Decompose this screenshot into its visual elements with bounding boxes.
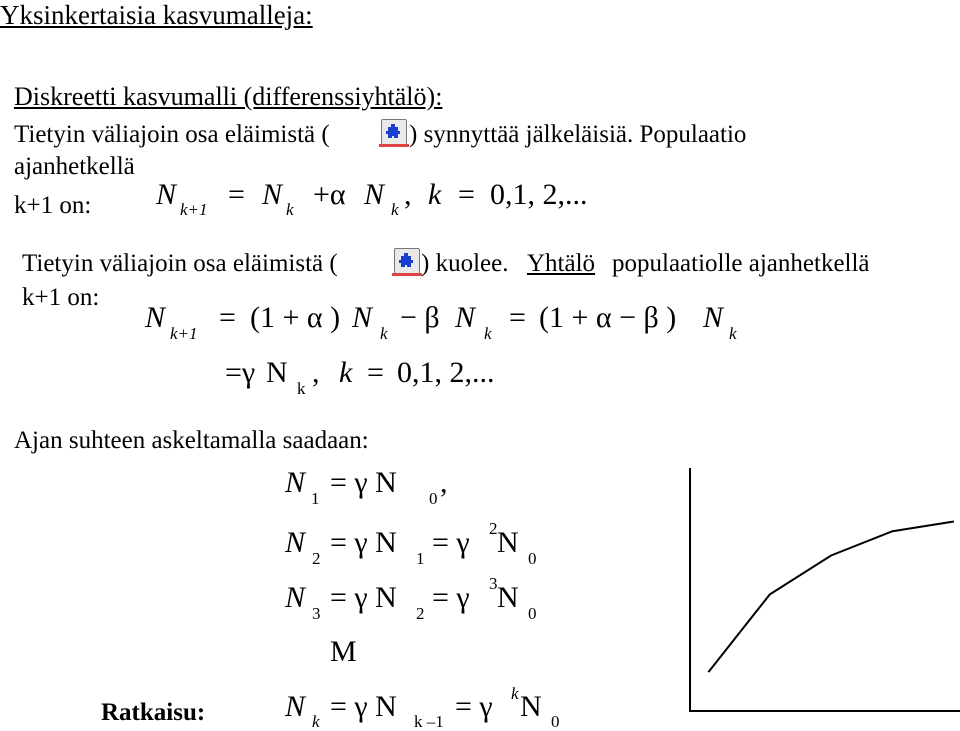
death-text-line1d: populaatiolle ajanhetkellä	[612, 250, 870, 277]
growth-curve-series	[708, 522, 954, 673]
death-text-link[interactable]: Yhtälö	[527, 250, 596, 277]
page-title: Yksinkertaisia kasvumalleja:	[0, 0, 313, 30]
birth-text-line1b: ) synnyttää jälkeläisiä. Populaatio	[409, 121, 747, 148]
birth-text-line2: ajanhetkellä	[14, 153, 135, 180]
birth-text-line1a: Tietyin väliajoin osa eläimistä (	[14, 121, 330, 148]
chart-axes	[690, 468, 960, 711]
death-text-line1b: ) kuolee.	[421, 250, 509, 277]
continuation-dots: M	[330, 635, 357, 668]
iteration-intro: Ajan suhteen askeltamalla saadaan:	[14, 427, 369, 454]
death-text-line2: k+1 on:	[22, 284, 100, 311]
section-heading-discrete: Diskreetti kasvumalli (differenssiyhtälö):	[14, 82, 443, 111]
death-text-line1a: Tietyin väliajoin osa eläimistä (	[22, 250, 338, 277]
solution-label: Ratkaisu:	[101, 699, 206, 726]
birth-text-line3: k+1 on:	[14, 192, 92, 219]
